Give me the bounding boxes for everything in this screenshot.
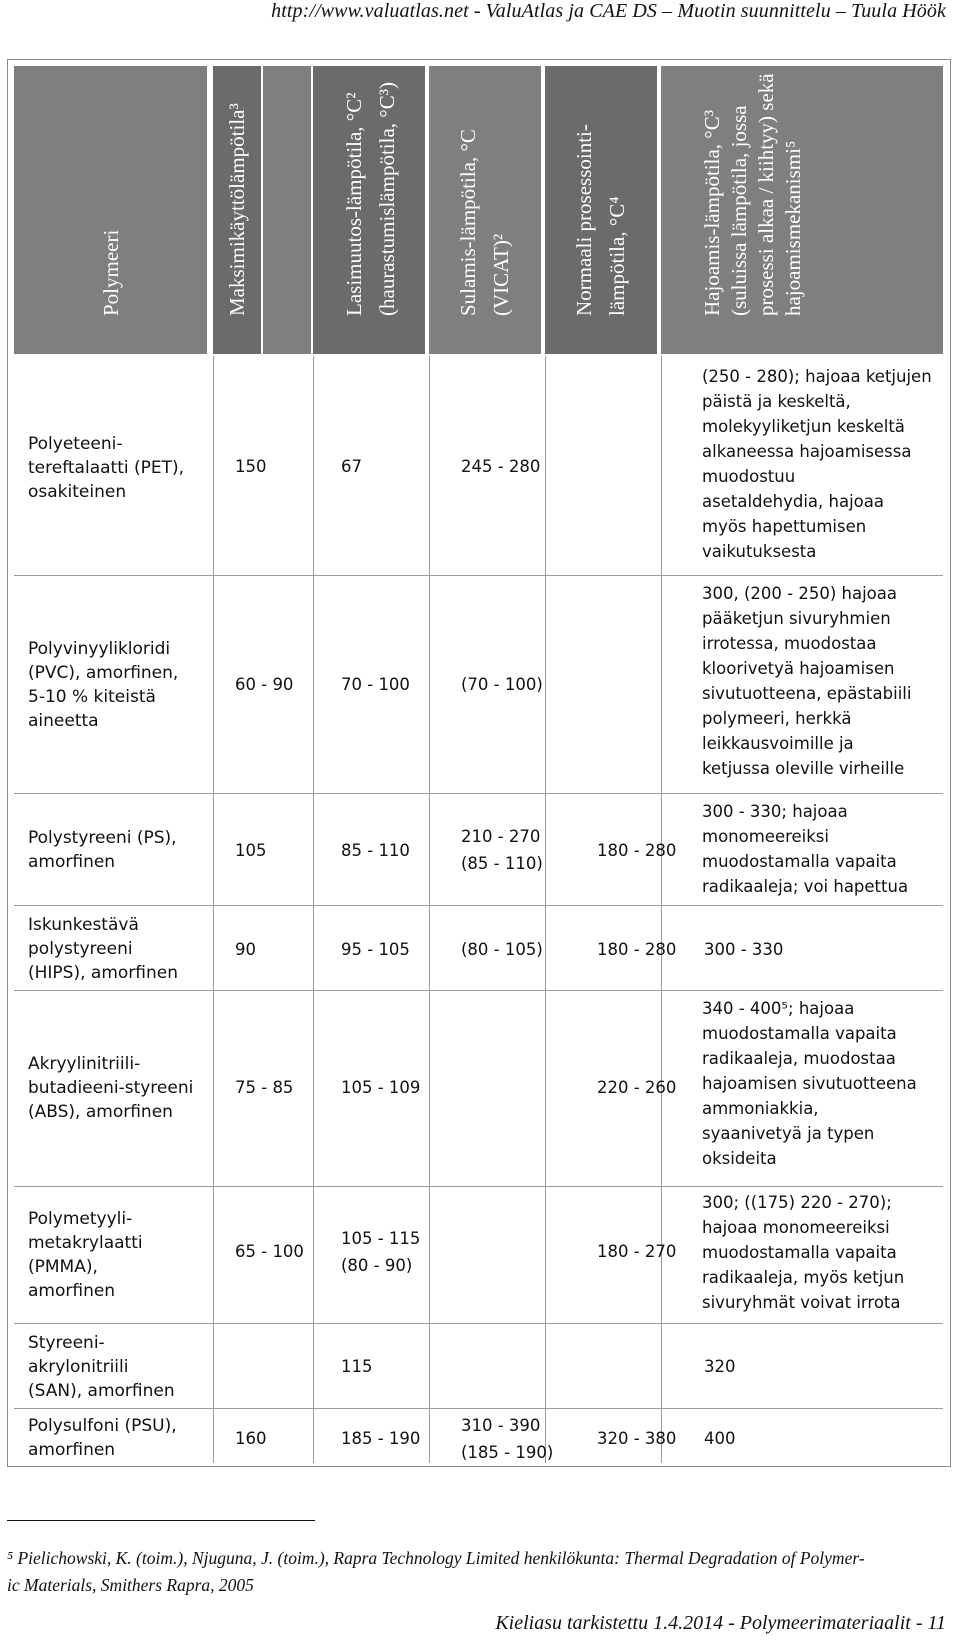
column-header-text: lämpötila, °C⁴ bbox=[605, 196, 629, 316]
polymer-name: Styreeni- akrylonitriili (SAN), amorfinen bbox=[28, 1333, 175, 1401]
row-divider bbox=[14, 575, 943, 576]
degradation-value: 300, (200 - 250) hajoaa pääketjun sivuryhmien irrotessa, muodostaa kloorivetyä hajoamisen sivutuotteena, epästabiili polymeeri, herkkä leikkausvoimille ja ketjussa oleville virheille bbox=[702, 584, 912, 778]
glass-transition-value: 115 bbox=[341, 1357, 373, 1376]
column-header-melting bbox=[429, 66, 541, 354]
melting-value: 210 - 270 (85 - 110) bbox=[461, 827, 543, 873]
column-header-text: hajoamismekanismi⁵ bbox=[781, 140, 805, 316]
row-divider bbox=[14, 905, 943, 906]
degradation-value: 340 - 400⁵; hajoaa muodostamalla vapaita radikaaleja, muodostaa hajoamisen sivutuotteena ammoniakkia, syaanivetyä ja typen oksideita bbox=[702, 999, 917, 1168]
table-header bbox=[14, 66, 943, 354]
processing-value: 180 - 270 bbox=[597, 1242, 677, 1261]
max-temp-value: 90 bbox=[235, 940, 256, 959]
processing-value: 180 - 280 bbox=[597, 841, 677, 860]
max-temp-value: 160 bbox=[235, 1429, 267, 1448]
column-divider bbox=[313, 356, 314, 1463]
column-header-text: Sulamis-lämpötila, °C bbox=[456, 128, 480, 316]
glass-transition-value: 95 - 105 bbox=[341, 940, 410, 959]
glass-transition-value: 105 - 109 bbox=[341, 1078, 421, 1097]
polymer-name: Polymetyyli- metakrylaatti (PMMA), amorfinen bbox=[28, 1209, 143, 1301]
degradation-value: 300 - 330; hajoaa monomeereiksi muodostamalla vapaita radikaaleja; voi hapettua bbox=[702, 802, 909, 896]
processing-value: 320 - 380 bbox=[597, 1429, 677, 1448]
glass-transition-value: 67 bbox=[341, 457, 362, 476]
melting-value: (70 - 100) bbox=[461, 675, 543, 694]
column-header-polymer bbox=[14, 66, 207, 354]
glass-transition-value: 85 - 110 bbox=[341, 841, 410, 860]
max-temp-value: 150 bbox=[235, 457, 267, 476]
column-header-text: Polymeeri bbox=[98, 229, 123, 316]
row-divider bbox=[14, 990, 943, 991]
glass-transition-value: 185 - 190 bbox=[341, 1429, 421, 1448]
column-header-max-temp bbox=[213, 66, 261, 354]
column-header-text: Normaali prosessointi- bbox=[572, 123, 596, 316]
row-divider bbox=[14, 1186, 943, 1187]
page-header-url: http://www.valuatlas.net - ValuAtlas ja CAE DS – Muotin suunnittelu – Tuula Höök bbox=[271, 0, 946, 22]
column-header-text: prosessi alkaa / kiihtyy) sekä bbox=[754, 73, 778, 316]
max-temp-value: 65 - 100 bbox=[235, 1242, 304, 1261]
column-header-text: (haurastumislämpötila, °C³) bbox=[375, 81, 399, 316]
column-header-text: (VICAT)² bbox=[489, 233, 513, 316]
column-header-text: Maksimikäyttölämpötila³ bbox=[225, 102, 249, 316]
column-header-degradation bbox=[661, 66, 943, 354]
processing-value: 220 - 260 bbox=[597, 1078, 677, 1097]
column-header-glass-transition bbox=[313, 66, 425, 354]
polymer-name: Polyeteeni- tereftalaatti (PET), osakiteinen bbox=[28, 434, 185, 502]
column-divider bbox=[545, 356, 546, 1463]
max-temp-value: 105 bbox=[235, 841, 267, 860]
degradation-value: (250 - 280); hajoaa ketjujen päistä ja keskeltä, molekyyliketjun keskeltä alkaneessa hajoamisessa muodostuu asetaldehydia, hajoaa myös hapettumisen vaikutuksesta bbox=[702, 367, 932, 561]
page-footer: Kieliasu tarkistettu 1.4.2014 - Polymeerimateriaalit - 11 bbox=[495, 1612, 946, 1634]
polymer-name: Iskunkestävä polystyreeni (HIPS), amorfinen bbox=[28, 915, 178, 983]
melting-value: 245 - 280 bbox=[461, 457, 541, 476]
max-temp-value: 60 - 90 bbox=[235, 675, 294, 694]
row-divider bbox=[14, 1408, 943, 1409]
column-divider bbox=[661, 356, 662, 1463]
polymer-name: Polysulfoni (PSU), amorfinen bbox=[28, 1416, 177, 1460]
glass-transition-value: 70 - 100 bbox=[341, 675, 410, 694]
footnote-reference: ⁵ Pielichowski, K. (toim.), Njuguna, J. (toim.), Rapra Technology Limited henkilökunta: Thermal Degradation of Polymer- ic Materials, Smithers Rapra, 2005 bbox=[7, 1548, 865, 1595]
row-divider bbox=[14, 793, 943, 794]
footnote-divider bbox=[7, 1520, 315, 1521]
degradation-value: 300; ((175) 220 - 270); hajoaa monomeereiksi muodostamalla vapaita radikaaleja, myös ketjun sivuryhmät voivat irrota bbox=[702, 1193, 905, 1312]
column-header-text: Hajoamis-lämpötila, °C³ bbox=[700, 109, 724, 316]
polymer-name: Akryylinitriili- butadieeni-styreeni (ABS), amorfinen bbox=[28, 1054, 194, 1122]
degradation-value: 400 bbox=[704, 1429, 736, 1448]
max-temp-value: 75 - 85 bbox=[235, 1078, 294, 1097]
row-divider bbox=[14, 1323, 943, 1324]
column-header-text: (suluissa lämpötila, jossa bbox=[727, 105, 751, 316]
melting-value: 310 - 390 (185 - 190) bbox=[461, 1416, 554, 1462]
polymer-name: Polyvinyylikloridi (PVC), amorfinen, 5-10 % kiteistä aineetta bbox=[28, 639, 179, 731]
glass-transition-value: 105 - 115 (80 - 90) bbox=[341, 1229, 421, 1275]
processing-value: 180 - 280 bbox=[597, 940, 677, 959]
melting-value: (80 - 105) bbox=[461, 940, 543, 959]
degradation-value: 320 bbox=[704, 1357, 736, 1376]
column-header-processing bbox=[545, 66, 657, 354]
column-header-text: Lasimuutos-lämpötila, °C² bbox=[342, 92, 366, 316]
degradation-value: 300 - 330 bbox=[704, 940, 784, 959]
column-divider bbox=[213, 356, 214, 1463]
column-header-spacer bbox=[263, 66, 311, 354]
polymer-name: Polystyreeni (PS), amorfinen bbox=[28, 828, 177, 872]
column-divider bbox=[429, 356, 430, 1463]
